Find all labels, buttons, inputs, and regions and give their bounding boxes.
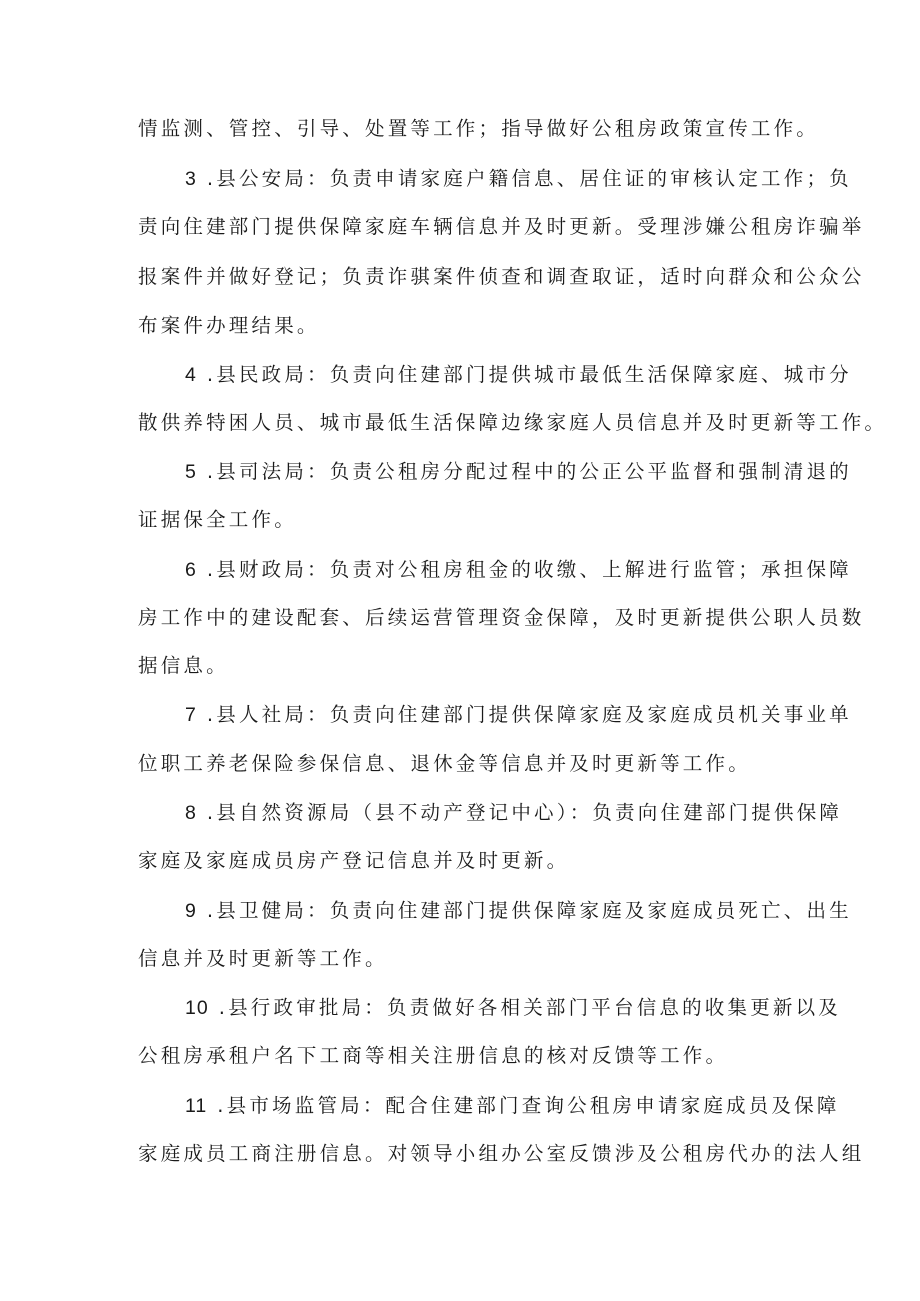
paragraph-line: 10 .县行政审批局：负责做好各相关部门平台信息的收集更新以及 xyxy=(185,996,842,1019)
paragraph-line: 家庭成员工商注册信息。对领导小组办公室反馈涉及公租房代办的法人组 xyxy=(138,1142,865,1165)
item-number: 3 xyxy=(185,168,197,190)
paragraph-line: 4 .县民政局：负责向住建部门提供城市最低生活保障家庭、城市分 xyxy=(185,363,852,386)
paragraph-line: 证据保全工作。 xyxy=(138,508,297,531)
paragraph-line: 3 .县公安局：负责申请家庭户籍信息、居住证的审核认定工作；负 xyxy=(185,167,852,190)
item-number: 5 xyxy=(185,461,197,483)
paragraph-line: 5 .县司法局：负责公租房分配过程中的公正公平监督和强制清退的 xyxy=(185,460,852,483)
paragraph-line: 据信息。 xyxy=(138,654,229,677)
item-number: 8 xyxy=(185,802,197,824)
paragraph-line: 家庭及家庭成员房产登记信息并及时更新。 xyxy=(138,849,570,872)
paragraph-line: 信息并及时更新等工作。 xyxy=(138,947,388,970)
paragraph-line: 6 .县财政局：负责对公租房租金的收缴、上解进行监管；承担保障 xyxy=(185,558,852,581)
paragraph-line: 布案件办理结果。 xyxy=(138,314,320,337)
paragraph-line: 7 .县人社局：负责向住建部门提供保障家庭及家庭成员机关事业单 xyxy=(185,703,852,726)
item-number: 9 xyxy=(185,900,197,922)
item-number: 11 xyxy=(185,1095,208,1117)
item-number: 7 xyxy=(185,704,197,726)
item-number: 4 xyxy=(185,364,197,386)
item-number: 6 xyxy=(185,559,197,581)
paragraph-line: 位职工养老保险参保信息、退休金等信息并及时更新等工作。 xyxy=(138,752,751,775)
paragraph-line: 9 .县卫健局：负责向住建部门提供保障家庭及家庭成员死亡、出生 xyxy=(185,899,852,922)
paragraph-line: 11 .县市场监管局：配合住建部门查询公租房申请家庭成员及保障 xyxy=(185,1094,840,1117)
paragraph-line: 责向住建部门提供保障家庭车辆信息并及时更新。受理涉嫌公租房诈骗举 xyxy=(138,215,865,238)
paragraph-line: 情监测、管控、引导、处置等工作；指导做好公租房政策宣传工作。 xyxy=(138,117,820,140)
paragraph-line: 8 .县自然资源局（县不动产登记中心）：负责向住建部门提供保障 xyxy=(185,801,843,824)
paragraph-line: 报案件并做好登记；负责诈骐案件侦查和调查取证，适时向群众和公众公 xyxy=(138,265,865,288)
item-number: 10 xyxy=(185,997,209,1019)
paragraph-line: 公租房承租户名下工商等相关注册信息的核对反馈等工作。 xyxy=(138,1044,729,1067)
paragraph-line: 散供养特困人员、城市最低生活保障边缘家庭人员信息并及时更新等工作。 xyxy=(138,411,888,434)
paragraph-line: 房工作中的建设配套、后续运营管理资金保障，及时更新提供公职人员数 xyxy=(138,606,865,629)
